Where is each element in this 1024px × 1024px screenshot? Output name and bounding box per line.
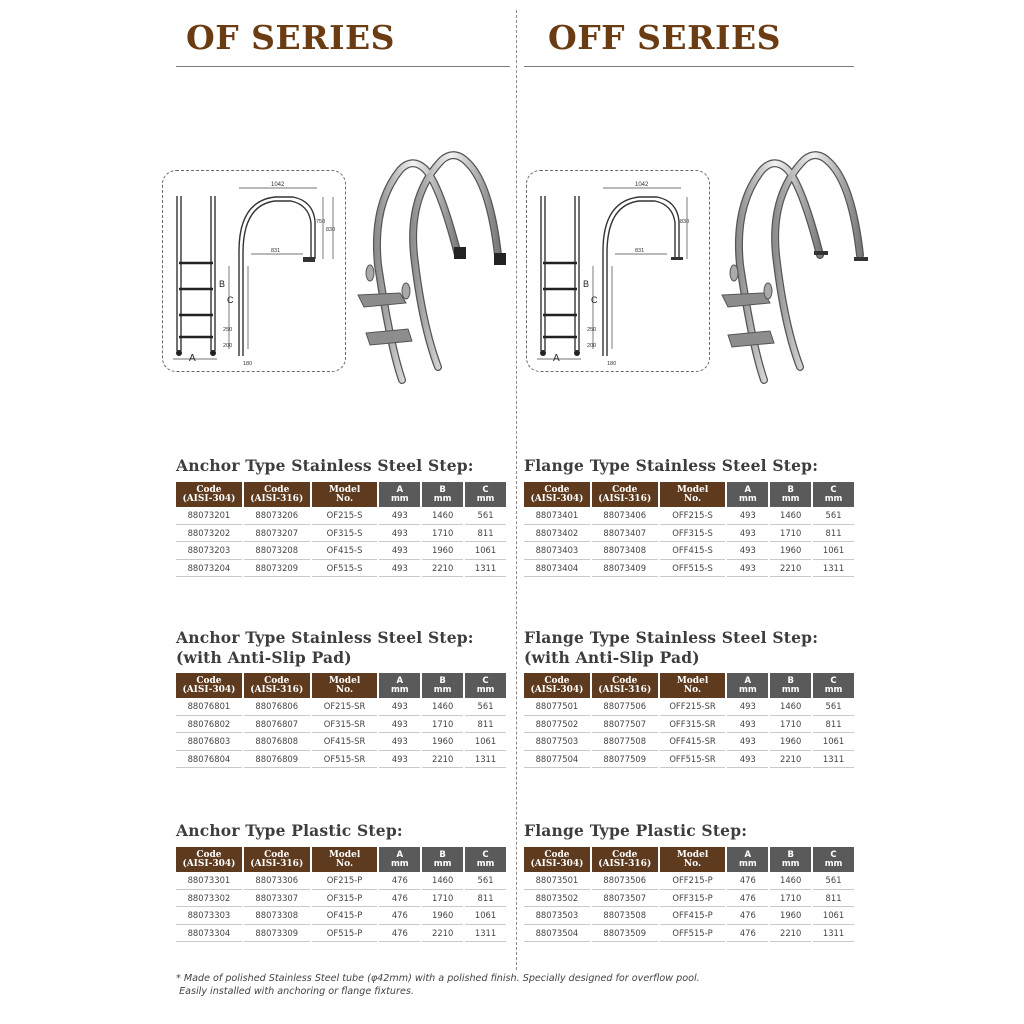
table-cell: 88073508	[592, 907, 658, 925]
column-header: A mm	[379, 673, 420, 698]
table-cell: 88073306	[244, 872, 310, 890]
table-cell: 88073202	[176, 525, 242, 543]
step-dimension: 250	[223, 327, 233, 333]
table-cell: 493	[379, 525, 420, 543]
of-title-rule	[176, 66, 510, 67]
table-cell: OF415-SR	[312, 733, 378, 751]
table-cell: 88076804	[176, 751, 242, 769]
column-header: Code (AISI-316)	[592, 482, 658, 507]
table-cell: 88077508	[592, 733, 658, 751]
table-cell: 1960	[770, 733, 811, 751]
table-cell: 1460	[422, 698, 463, 716]
column-header: Code (AISI-304)	[524, 673, 590, 698]
table-cell: 1311	[465, 751, 506, 769]
table-cell: 493	[379, 542, 420, 560]
table-cell: 493	[379, 507, 420, 525]
table-row	[524, 698, 854, 716]
column-header: B mm	[770, 673, 811, 698]
table-row	[176, 872, 506, 890]
table-cell: 88073209	[244, 560, 310, 578]
table-cell: 88073201	[176, 507, 242, 525]
table-row	[524, 507, 854, 525]
table-cell: 1460	[770, 507, 811, 525]
table-cell: 88077506	[592, 698, 658, 716]
column-header: A mm	[727, 673, 768, 698]
table-cell: OFF215-SR	[660, 698, 726, 716]
table-cell: 88073501	[524, 872, 590, 890]
column-header: Code (AISI-304)	[176, 847, 242, 872]
table-row	[176, 698, 506, 716]
table-row	[524, 751, 854, 769]
off-ladder-photo	[712, 145, 872, 390]
column-header: B mm	[422, 673, 463, 698]
table-row	[176, 733, 506, 751]
column-header: C mm	[813, 847, 854, 872]
table-cell: 88073307	[244, 890, 310, 908]
table-row	[524, 716, 854, 734]
table-cell: 88073408	[592, 542, 658, 560]
table-row	[176, 507, 506, 525]
table-cell: OFF215-S	[660, 507, 726, 525]
table-cell: 2210	[422, 925, 463, 943]
table-cell: 88073206	[244, 507, 310, 525]
table-cell: 88077509	[592, 751, 658, 769]
table-row	[524, 560, 854, 578]
table-cell: 561	[465, 872, 506, 890]
table-cell: 1460	[422, 507, 463, 525]
width-dimension: 1042	[635, 182, 649, 188]
column-header: Model No.	[312, 673, 378, 698]
table-cell: OF515-P	[312, 925, 378, 943]
table-cell: 1710	[422, 716, 463, 734]
table-cell: OFF415-S	[660, 542, 726, 560]
table-cell: 2210	[422, 560, 463, 578]
table-row	[176, 907, 506, 925]
table-cell: 1960	[422, 907, 463, 925]
table-cell: 88073406	[592, 507, 658, 525]
table-cell: 88073208	[244, 542, 310, 560]
table-cell: 88073503	[524, 907, 590, 925]
column-header: A mm	[379, 482, 420, 507]
table-cell: 88073402	[524, 525, 590, 543]
table-header-row	[176, 847, 506, 872]
table-cell: 88073204	[176, 560, 242, 578]
table-cell: 88076809	[244, 751, 310, 769]
table-cell: OFF215-P	[660, 872, 726, 890]
table-cell: 493	[727, 698, 768, 716]
table-cell: 493	[727, 542, 768, 560]
column-header: C mm	[465, 847, 506, 872]
column-header: B mm	[422, 847, 463, 872]
table-cell: 88073409	[592, 560, 658, 578]
table-cell: 88077504	[524, 751, 590, 769]
width-dimension: 1042	[271, 182, 285, 188]
table-cell: OF215-SR	[312, 698, 378, 716]
table-cell: OFF415-SR	[660, 733, 726, 751]
ladder-photo-icon	[350, 145, 510, 390]
table-cell: 1311	[465, 925, 506, 943]
table-cell: 88076808	[244, 733, 310, 751]
ladder-dimension-drawing-icon	[163, 171, 345, 371]
table-cell: 1960	[422, 542, 463, 560]
table-cell: 88073502	[524, 890, 590, 908]
table-row	[524, 525, 854, 543]
table-cell: OFF415-P	[660, 907, 726, 925]
table-cell: OF315-P	[312, 890, 378, 908]
column-header: Code (AISI-316)	[244, 482, 310, 507]
table-row	[176, 751, 506, 769]
table-cell: 88073403	[524, 542, 590, 560]
table-cell: 88073507	[592, 890, 658, 908]
column-header: Code (AISI-304)	[176, 673, 242, 698]
column-header: A mm	[379, 847, 420, 872]
column-header: Code (AISI-316)	[592, 673, 658, 698]
table-cell: 88073207	[244, 525, 310, 543]
table-cell: 1960	[770, 542, 811, 560]
table-cell: OFF315-S	[660, 525, 726, 543]
table-cell: OFF515-S	[660, 560, 726, 578]
of-section-2-title: Anchor Type Stainless Steel Step: (with Anti-Slip Pad)	[176, 628, 474, 667]
table-cell: 1710	[770, 890, 811, 908]
table-cell: 1460	[770, 698, 811, 716]
table-cell: 1710	[422, 525, 463, 543]
a-label: A	[553, 353, 560, 364]
table-cell: 1311	[813, 560, 854, 578]
table-cell: 493	[379, 698, 420, 716]
table-cell: 88076803	[176, 733, 242, 751]
table-row	[524, 733, 854, 751]
table-cell: 1710	[770, 716, 811, 734]
table-cell: 88073203	[176, 542, 242, 560]
table-cell: 1061	[465, 733, 506, 751]
table-row	[524, 907, 854, 925]
of-section-1-title: Anchor Type Stainless Steel Step:	[176, 456, 474, 475]
off-section-3-title: Flange Type Plastic Step:	[524, 821, 748, 840]
table-cell: 493	[727, 733, 768, 751]
of-ladder-photo	[350, 145, 510, 390]
table-cell: OF315-S	[312, 525, 378, 543]
table-cell: 1710	[770, 525, 811, 543]
table-cell: 88076807	[244, 716, 310, 734]
table-cell: 88073304	[176, 925, 242, 943]
table-cell: 493	[727, 751, 768, 769]
bottom-dimension: 200	[587, 343, 597, 349]
table-cell: 476	[379, 872, 420, 890]
of-series-title: OF SERIES	[186, 18, 395, 57]
table-cell: 88073401	[524, 507, 590, 525]
table-cell: 88073308	[244, 907, 310, 925]
footnote	[176, 972, 700, 998]
table-cell: 1061	[813, 907, 854, 925]
table-cell: 1061	[813, 733, 854, 751]
table-cell: 493	[727, 525, 768, 543]
table-cell: 493	[379, 560, 420, 578]
of-dimension-drawing	[162, 170, 346, 372]
column-header: Model No.	[312, 847, 378, 872]
table-cell: 88073301	[176, 872, 242, 890]
bottom-dimension: 200	[223, 343, 233, 349]
table-cell: 493	[379, 716, 420, 734]
table-cell: 493	[379, 751, 420, 769]
table-cell: OF315-SR	[312, 716, 378, 734]
column-header: C mm	[465, 673, 506, 698]
off-flange-steel-pad-table	[522, 673, 856, 768]
column-header: Code (AISI-316)	[244, 847, 310, 872]
table-row	[176, 925, 506, 943]
table-cell: 493	[727, 507, 768, 525]
table-cell: OF415-P	[312, 907, 378, 925]
table-cell: 561	[813, 698, 854, 716]
of-anchor-plastic-table	[174, 847, 508, 942]
table-cell: OFF515-SR	[660, 751, 726, 769]
table-cell: 493	[379, 733, 420, 751]
table-cell: 561	[813, 507, 854, 525]
off-series-title: OFF SERIES	[548, 18, 781, 57]
column-divider	[516, 10, 517, 970]
of-anchor-steel-table	[174, 482, 508, 577]
table-cell: 561	[465, 698, 506, 716]
off-title-rule	[524, 66, 854, 67]
table-cell: 88076806	[244, 698, 310, 716]
c-label: C	[227, 295, 234, 305]
table-cell: 88077503	[524, 733, 590, 751]
table-cell: 1710	[422, 890, 463, 908]
column-header: Model No.	[660, 482, 726, 507]
column-header: Model No.	[312, 482, 378, 507]
table-row	[176, 525, 506, 543]
table-header-row	[524, 482, 854, 507]
column-header: Code (AISI-316)	[592, 847, 658, 872]
of-anchor-steel-pad-table	[174, 673, 508, 768]
table-row	[176, 890, 506, 908]
column-header: Code (AISI-304)	[524, 847, 590, 872]
table-header-row	[176, 482, 506, 507]
table-cell: 811	[813, 525, 854, 543]
table-cell: 88076801	[176, 698, 242, 716]
table-cell: 88077502	[524, 716, 590, 734]
table-cell: 88076802	[176, 716, 242, 734]
table-cell: 2210	[422, 751, 463, 769]
step-dimension: 250	[587, 327, 597, 333]
table-cell: 1460	[770, 872, 811, 890]
table-cell: 1960	[770, 907, 811, 925]
column-header: A mm	[727, 482, 768, 507]
table-cell: 1311	[813, 751, 854, 769]
table-row	[176, 542, 506, 560]
table-cell: OF515-SR	[312, 751, 378, 769]
column-header: C mm	[813, 482, 854, 507]
table-cell: 88073303	[176, 907, 242, 925]
table-row	[176, 716, 506, 734]
table-cell: 811	[465, 525, 506, 543]
table-cell: 88077501	[524, 698, 590, 716]
of-section-3-title: Anchor Type Plastic Step:	[176, 821, 403, 840]
height-dimension-1: 750	[316, 219, 326, 225]
off-dimension-drawing	[526, 170, 710, 372]
table-cell: OF515-S	[312, 560, 378, 578]
off-flange-steel-table	[522, 482, 856, 577]
height-dimension-2: 830	[680, 219, 690, 225]
reach-dimension: 831	[635, 248, 645, 254]
table-header-row	[176, 673, 506, 698]
column-header: Code (AISI-304)	[176, 482, 242, 507]
footnote-line-1: * Made of polished Stainless Steel tube (φ42mm) with a polished finish. Specially designed for overflow pool.	[176, 973, 700, 984]
table-cell: 88073404	[524, 560, 590, 578]
footnote-line-2: Easily installed with anchoring or flange fixtures.	[179, 986, 414, 997]
table-cell: 1460	[422, 872, 463, 890]
table-cell: 476	[727, 872, 768, 890]
table-cell: 1311	[465, 560, 506, 578]
ladder-dimension-drawing-icon	[527, 171, 709, 371]
column-header: A mm	[727, 847, 768, 872]
table-cell: 811	[813, 716, 854, 734]
foot-dimension: 180	[243, 361, 253, 367]
column-header: B mm	[770, 847, 811, 872]
column-header: B mm	[422, 482, 463, 507]
table-row	[524, 872, 854, 890]
table-cell: 88073309	[244, 925, 310, 943]
table-cell: 811	[813, 890, 854, 908]
b-label: B	[219, 279, 226, 289]
table-cell: 476	[379, 925, 420, 943]
table-row	[524, 542, 854, 560]
table-cell: 2210	[770, 751, 811, 769]
a-label: A	[189, 353, 196, 364]
table-cell: 1960	[422, 733, 463, 751]
column-header: Code (AISI-304)	[524, 482, 590, 507]
reach-dimension: 831	[271, 248, 281, 254]
table-cell: 88073506	[592, 872, 658, 890]
table-cell: OFF315-P	[660, 890, 726, 908]
table-cell: OFF315-SR	[660, 716, 726, 734]
table-header-row	[524, 847, 854, 872]
table-cell: 1061	[465, 542, 506, 560]
table-cell: 476	[379, 890, 420, 908]
table-cell: OFF515-P	[660, 925, 726, 943]
table-cell: 88073504	[524, 925, 590, 943]
column-header: Model No.	[660, 847, 726, 872]
table-cell: 1061	[813, 542, 854, 560]
table-cell: 561	[813, 872, 854, 890]
table-row	[524, 925, 854, 943]
table-cell: 2210	[770, 925, 811, 943]
table-cell: 88077507	[592, 716, 658, 734]
table-header-row	[524, 673, 854, 698]
table-cell: 1061	[465, 907, 506, 925]
column-header: Code (AISI-316)	[244, 673, 310, 698]
table-cell: OF215-P	[312, 872, 378, 890]
b-label: B	[583, 279, 590, 289]
table-cell: 1311	[813, 925, 854, 943]
table-cell: 561	[465, 507, 506, 525]
c-label: C	[591, 295, 598, 305]
table-row	[524, 890, 854, 908]
table-cell: 493	[727, 716, 768, 734]
table-cell: 88073302	[176, 890, 242, 908]
column-header: C mm	[465, 482, 506, 507]
table-cell: 493	[727, 560, 768, 578]
table-cell: 88073407	[592, 525, 658, 543]
off-section-2-title: Flange Type Stainless Steel Step: (with Anti-Slip Pad)	[524, 628, 819, 667]
off-flange-plastic-table	[522, 847, 856, 942]
column-header: C mm	[813, 673, 854, 698]
table-cell: 2210	[770, 560, 811, 578]
ladder-photo-icon	[712, 145, 872, 390]
column-header: Model No.	[660, 673, 726, 698]
table-cell: 811	[465, 716, 506, 734]
table-cell: OF215-S	[312, 507, 378, 525]
table-row	[176, 560, 506, 578]
table-cell: OF415-S	[312, 542, 378, 560]
table-cell: 811	[465, 890, 506, 908]
table-cell: 476	[727, 890, 768, 908]
height-dimension-2: 830	[326, 227, 336, 233]
table-cell: 476	[727, 907, 768, 925]
foot-dimension: 180	[607, 361, 617, 367]
off-section-1-title: Flange Type Stainless Steel Step:	[524, 456, 819, 475]
table-cell: 476	[379, 907, 420, 925]
table-cell: 476	[727, 925, 768, 943]
column-header: B mm	[770, 482, 811, 507]
table-cell: 88073509	[592, 925, 658, 943]
